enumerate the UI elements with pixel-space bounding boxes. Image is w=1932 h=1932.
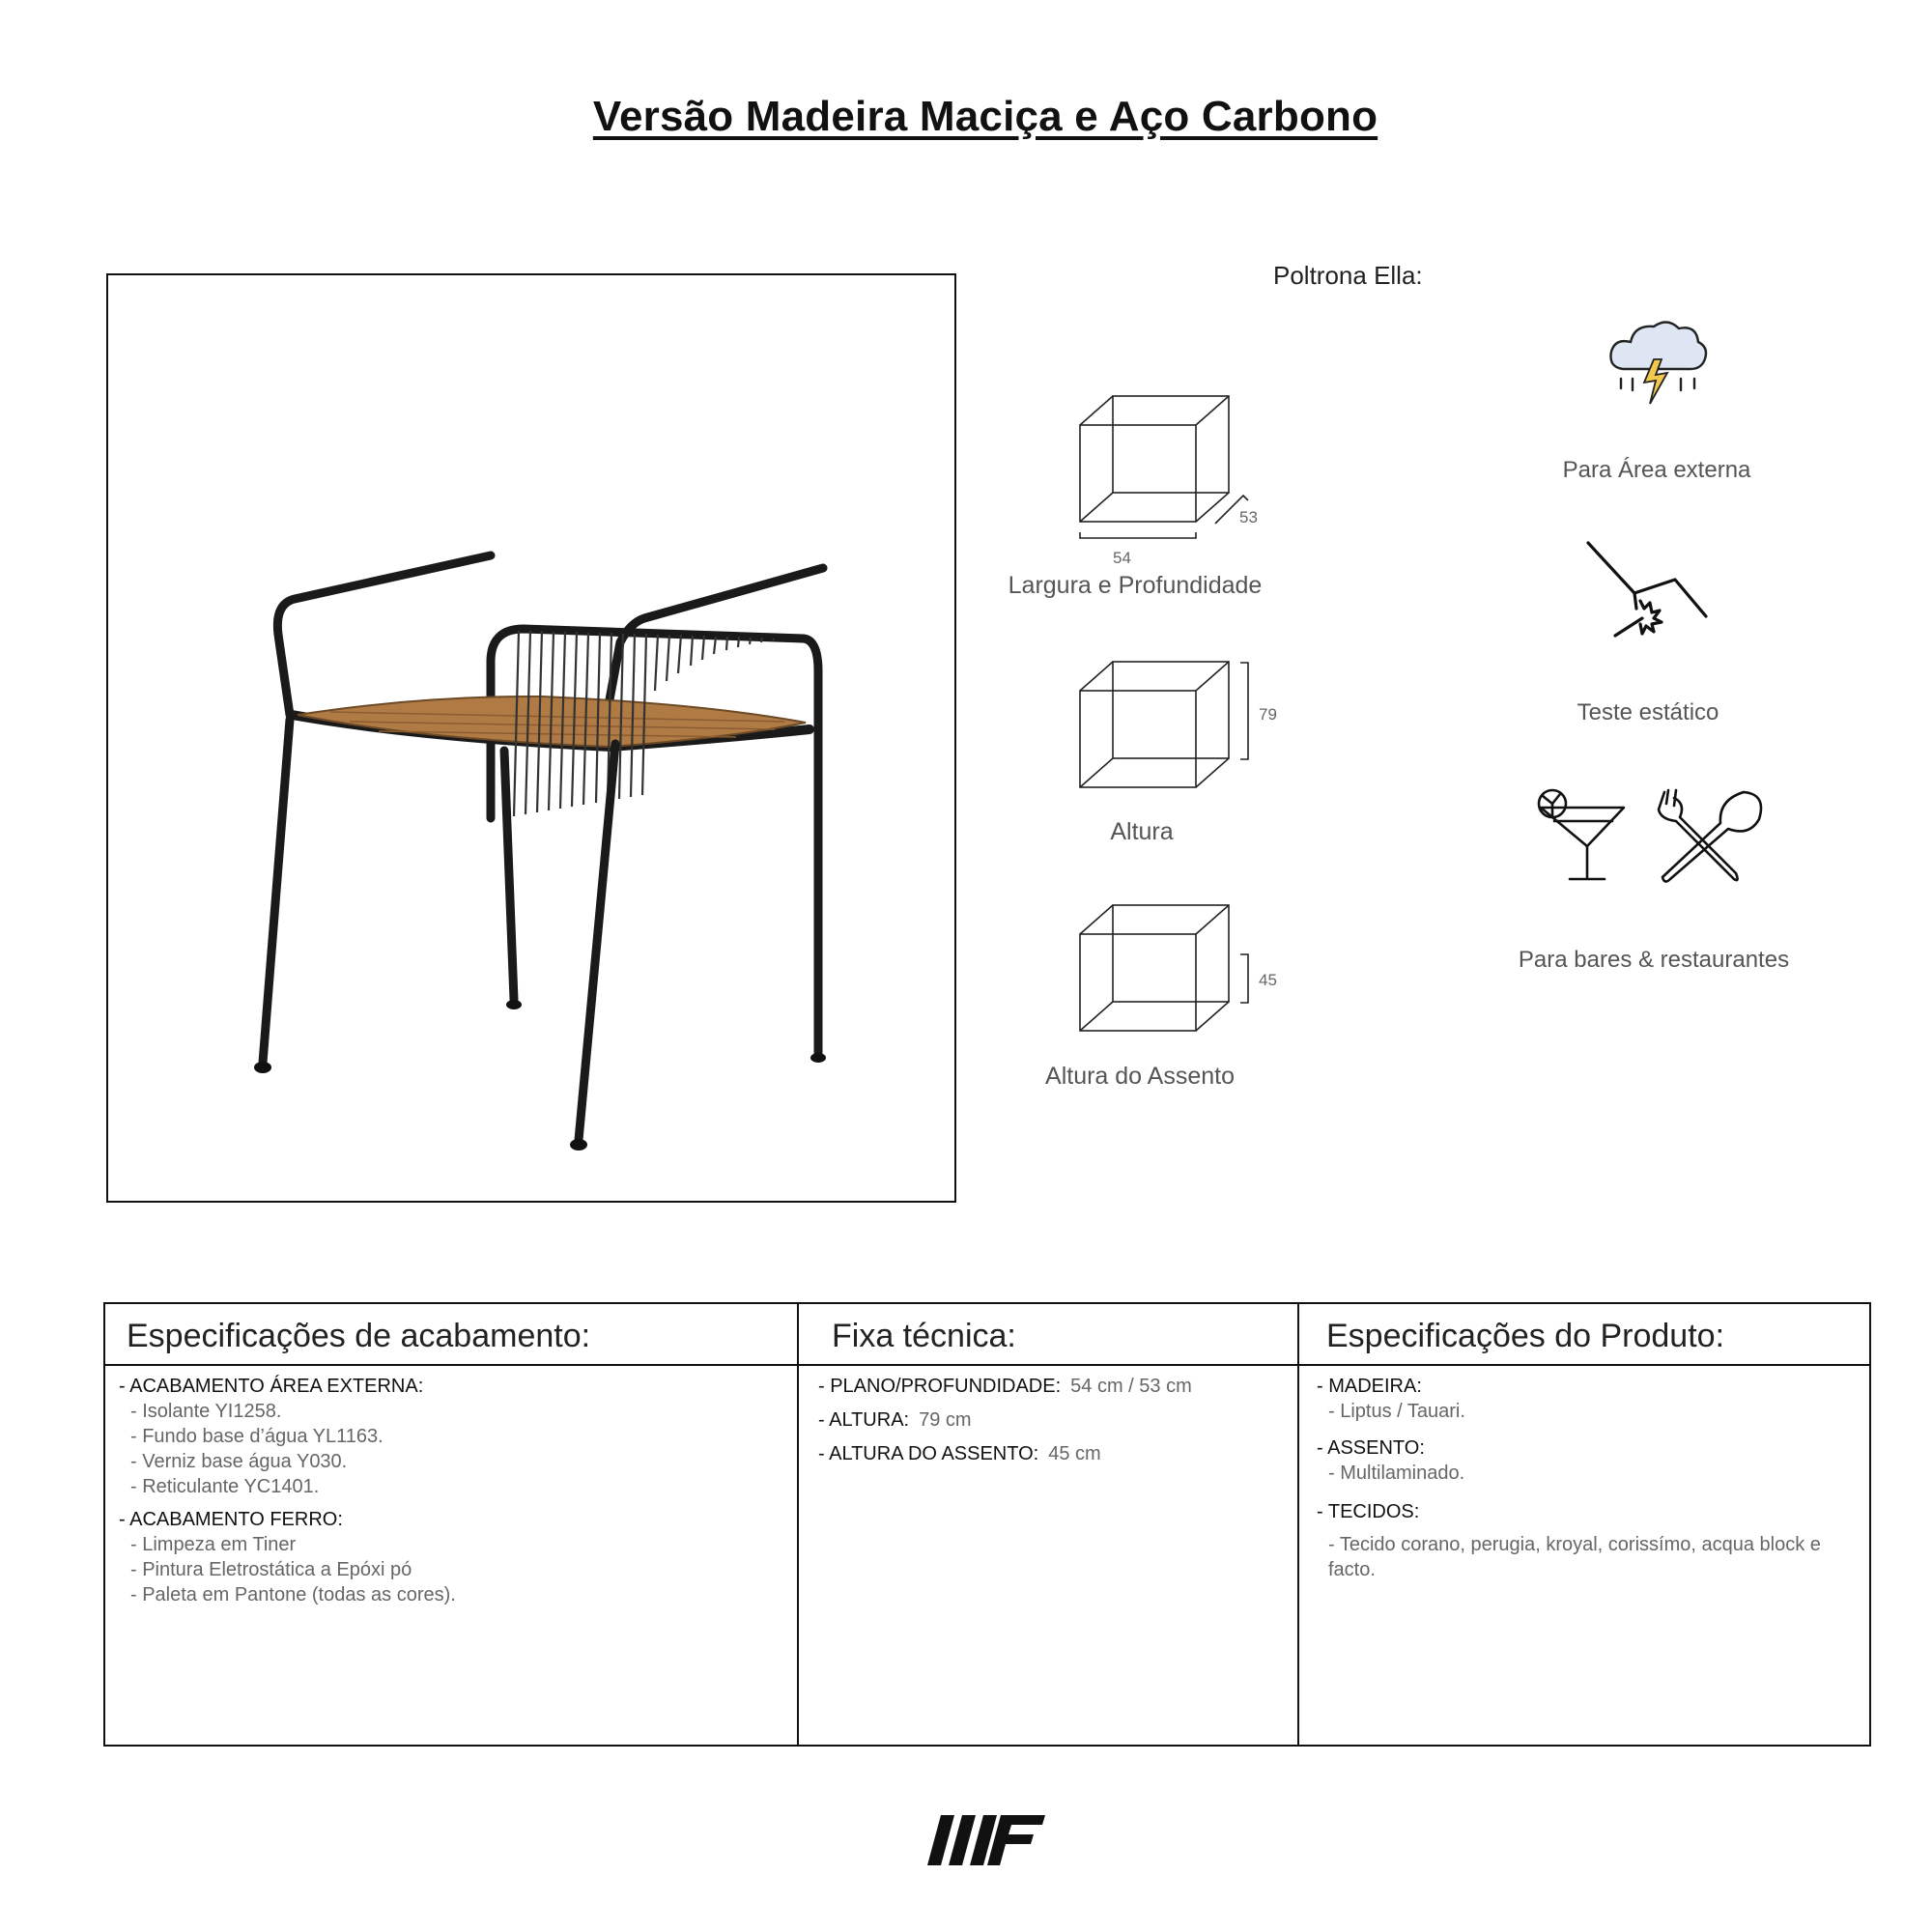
tech-row [818, 1374, 1288, 1399]
chair-image [108, 275, 958, 1205]
finish-column [105, 1304, 797, 1745]
tech-row-value: 79 cm [919, 1409, 972, 1431]
finish-section-title: - ACABAMENTO ÁREA EXTERNA: [119, 1376, 424, 1397]
product-photo-frame [106, 273, 956, 1203]
feature-outdoor-label: Para Área externa [1562, 457, 1751, 483]
finish-item: - Pintura Eletrostática a Epóxi pó [130, 1559, 412, 1580]
finish-item: - Reticulante YC1401. [130, 1476, 320, 1497]
finish-item: - Paleta em Pantone (todas as cores). [130, 1584, 456, 1605]
finish-item: - Limpeza em Tiner [130, 1534, 297, 1555]
height-label: Altura [1110, 818, 1174, 845]
product-item: - Multilaminado. [1328, 1463, 1465, 1484]
product-item: - Tecido corano, perugia, kroyal, corissímo, acqua block e facto. [1328, 1534, 1821, 1580]
storm-cloud-icon [1604, 311, 1710, 417]
product-section-title: - ASSENTO: [1317, 1437, 1425, 1459]
feature-bars-label: Para bares & restaurantes [1518, 947, 1790, 973]
product-section-title: - MADEIRA: [1317, 1376, 1422, 1397]
tech-row [818, 1407, 1288, 1433]
tech-row [818, 1441, 1288, 1466]
seat-height-value: 45 [1259, 971, 1277, 989]
finish-item: - Fundo base d’água YL1163. [130, 1426, 384, 1447]
seat-height-cube-icon [1063, 900, 1256, 1036]
product-column [1297, 1304, 1869, 1745]
cocktail-cutlery-icon [1531, 782, 1763, 889]
depth-value: 53 [1239, 508, 1258, 526]
height-cube-icon [1063, 657, 1256, 792]
width-depth-cube-icon [1063, 391, 1294, 565]
feature-static-test-label: Teste estático [1577, 699, 1719, 725]
product-name: Poltrona Ella: [1273, 261, 1423, 290]
finish-section-title: - ACABAMENTO FERRO: [119, 1509, 343, 1530]
tech-row-value: 54 cm / 53 cm [1070, 1376, 1192, 1397]
width-value: 54 [1113, 549, 1131, 567]
tech-row-value: 45 cm [1048, 1443, 1101, 1464]
finish-item: - Verniz base água Y030. [130, 1451, 348, 1472]
brand-logo [927, 1811, 1053, 1869]
finish-item: - Isolante YI1258. [130, 1401, 282, 1422]
specs-table [103, 1302, 1871, 1747]
finish-heading: Especificações de acabamento: [105, 1304, 797, 1366]
tech-row-label: - ALTURA: [818, 1409, 910, 1431]
tech-column [797, 1304, 1297, 1745]
tech-heading: Fixa técnica: [799, 1304, 1297, 1366]
tech-row-label: - ALTURA DO ASSENTO: [818, 1443, 1039, 1464]
page-title: Versão Madeira Maciça e Aço Carbono [592, 93, 1378, 140]
product-heading: Especificações do Produto: [1299, 1304, 1869, 1366]
product-item: - Liptus / Tauari. [1328, 1401, 1465, 1422]
height-value: 79 [1259, 705, 1277, 724]
tech-row-label: - PLANO/PROFUNDIDADE: [818, 1376, 1062, 1397]
static-test-chair-icon [1584, 539, 1719, 645]
seat-height-label: Altura do Assento [1045, 1063, 1235, 1090]
product-section-title: - TECIDOS: [1317, 1501, 1420, 1522]
width-depth-label: Largura e Profundidade [1008, 572, 1263, 599]
